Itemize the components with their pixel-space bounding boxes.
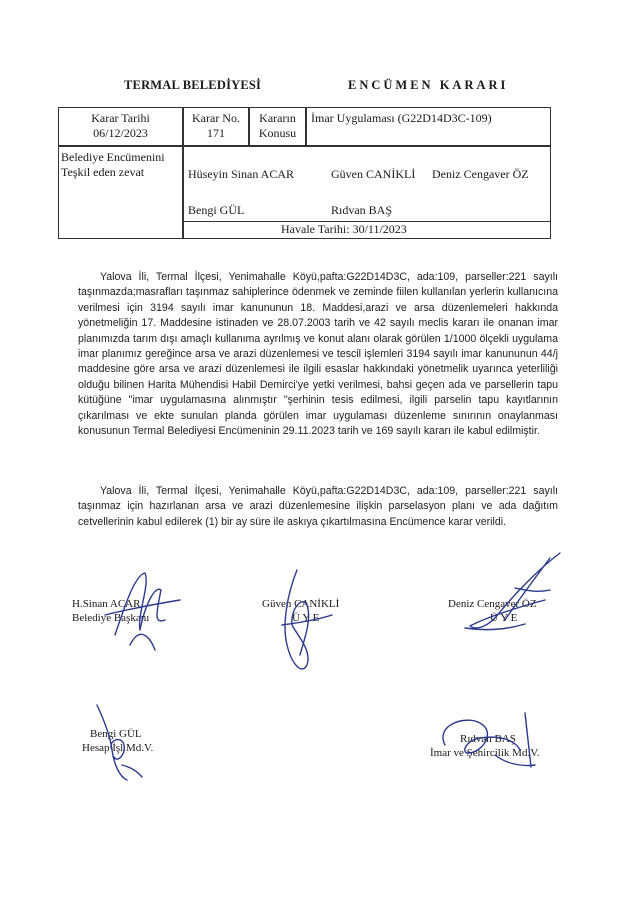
havale-cell bbox=[183, 221, 551, 239]
signer-title: Hesap İşl.Md.V. bbox=[82, 742, 154, 754]
encumen-label-cell bbox=[58, 146, 183, 239]
decision-paragraph-1: Yalova İli, Termal İlçesi, Yenimahalle Köyü,pafta:G22D14D3C, ada:109, parseller:221 sayılı taşınmazda;masrafları taşınmaz sahiplerince ödenmek ve zeminde fiilen kullanılan yerlerin kullanıcına verilmesi için 3194 sayılı imar kanununun 18. Maddesi,arazi ve arsa düzenlemeleri hakkında yönetmeliğin 17. Maddesine istinaden ve 28.07.2003 tarih ve 42 sayılı meclis kararı ile onanan imar planımızda tarım dışı amaçlı kullanıma ayrılmış ve konut alanı olarak görülen 1/1000 ölçekli uygulama imar planımız gereğince arsa ve arazi düzenlemesi ve tescil işlemleri 3194 sayılı imar kanununun 44/j maddesine göre arsa ve arazi düzenlemesi ile ilgili esaslar hakkındaki yönetmelik uyarınca yeterliliği olduğu bilinen Harita Mühendisi Habil Demirci'ye yetki verilmesi, bahsi geçen ada ve parsellerin tapu kütüğüne "imar uygulamasına alınmıştır "şerhinin tesis edilmesi, ilgili parselin tapu kayıtlarının çıkarılması ve ekte sunulan planda görülen imar uygulaması düzenleme sınırının onaylanması konusunun Termal Belediyesi Encümeninin 29.11.2023 tarih ve 169 sayılı kararı ile kabul edilmiştir. bbox=[78, 271, 558, 438]
encumen-label-line1: Belediye Encümenini bbox=[61, 150, 165, 164]
signer-name: Rıdvan BAŞ bbox=[460, 733, 516, 745]
konu-value: İmar Uygulaması (G22D14D3C-109) bbox=[311, 111, 492, 125]
members-cell bbox=[183, 146, 551, 221]
member-oz: Deniz Cengaver ÖZ bbox=[432, 167, 529, 181]
signer-name: H.Sinan ACAR bbox=[72, 598, 141, 610]
karar-tarihi-value: 06/12/2023 bbox=[93, 126, 148, 140]
signer-title: Ü Y E bbox=[292, 612, 320, 624]
karar-tarihi-cell bbox=[58, 107, 183, 146]
signer-name: Deniz Cengaver ÖZ bbox=[448, 598, 537, 610]
signature-scribble-oz bbox=[455, 548, 570, 638]
member-canikli: Güven CANİKLİ bbox=[331, 167, 416, 181]
konusu-label: Konusu bbox=[258, 126, 297, 140]
signature-scribble-acar bbox=[95, 565, 190, 655]
signer-name: Güven CANİKLİ bbox=[262, 598, 340, 610]
havale-tarihi: Havale Tarihi: 30/11/2023 bbox=[281, 222, 407, 236]
encumen-label-line2: Teşkil eden zevat bbox=[61, 165, 145, 179]
signer-title: İmar ve Şehircilik Md.V. bbox=[430, 747, 540, 759]
member-bas: Rıdvan BAŞ bbox=[331, 203, 393, 217]
signature-scribble-bas bbox=[425, 705, 550, 785]
signer-title: Belediye Başkanı bbox=[72, 612, 150, 624]
karar-no-cell bbox=[183, 107, 249, 146]
signature-scribble-canikli bbox=[262, 565, 342, 685]
signature-scribble-gul bbox=[82, 695, 152, 785]
karar-tarihi-label: Karar Tarihi bbox=[91, 111, 150, 125]
signer-title: Ü Y E bbox=[490, 612, 518, 624]
member-acar: Hüseyin Sinan ACAR bbox=[188, 167, 295, 181]
kararin-konusu-cell bbox=[249, 107, 306, 146]
karar-no-value: 171 bbox=[207, 126, 225, 140]
kararin-label: Kararın bbox=[259, 111, 296, 125]
konu-cell bbox=[306, 107, 551, 146]
signer-name: Bengi GÜL bbox=[90, 728, 142, 740]
decision-paragraph-2: Yalova İli, Termal İlçesi, Yenimahalle Köyü,pafta:G22D14D3C, ada:109, parseller:221 sayılı taşınmaz için hazırlanan arsa ve arazi düzenlemesine ilişkin parselasyon planı ve ada dağıtım cetvellerinin kabul edilerek (1) bir ay süre ile askıya çıkartılmasına Encümence karar verildi. bbox=[78, 485, 558, 528]
member-gul: Bengi GÜL bbox=[188, 203, 245, 217]
municipality-title: TERMAL BELEDİYESİ bbox=[124, 78, 262, 92]
karar-no-label: Karar No. bbox=[192, 111, 240, 125]
document-type-title: ENCÜMEN KARARI bbox=[348, 78, 509, 92]
